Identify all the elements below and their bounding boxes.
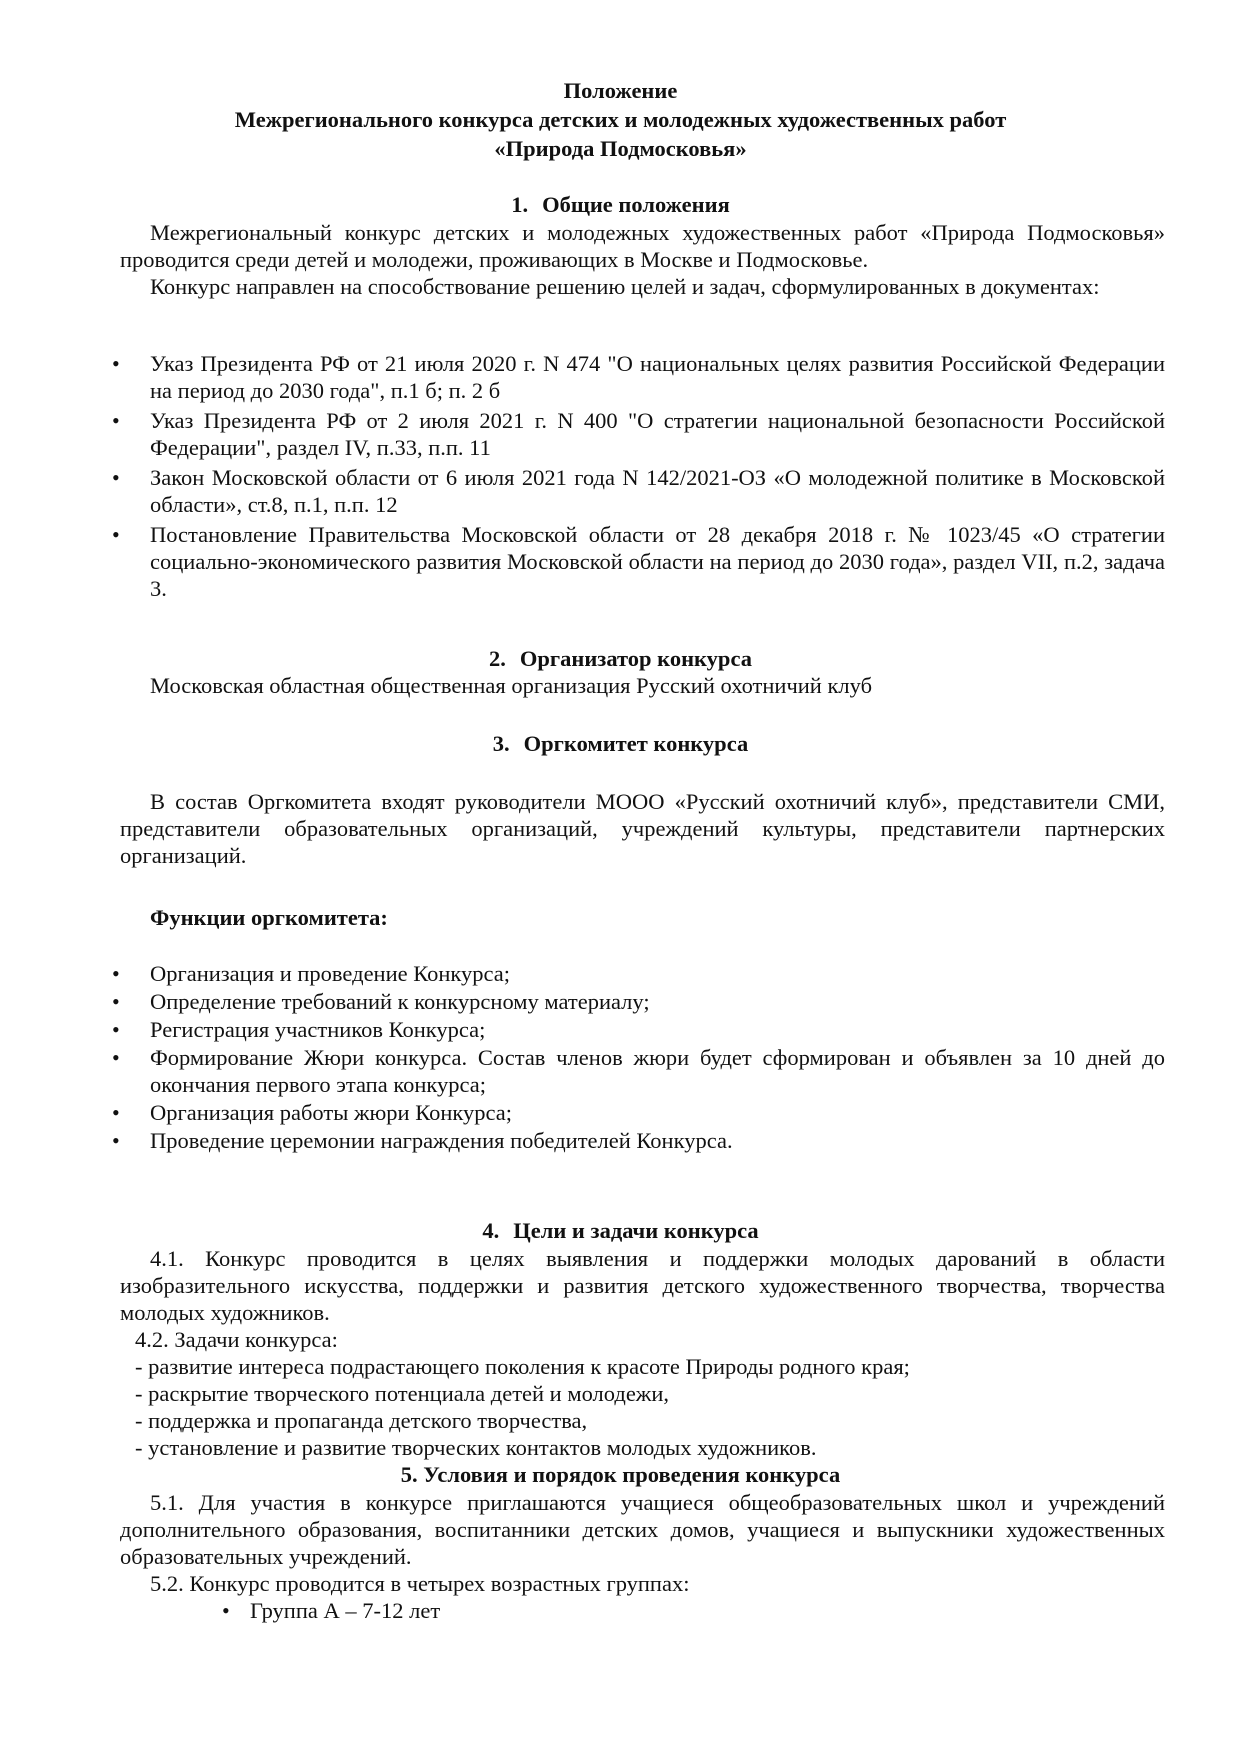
bullet-icon: • [112,1017,120,1042]
age-groups-list [222,1597,1122,1624]
section-4-heading: 4. Цели и задачи конкурса [482,1218,759,1243]
document-title [0,76,1241,163]
list-item: • Постановление Правительства Московской области от 28 декабря 2018 г. № 1023/45 «О стратегии социально-экономического развития Московской области на период до 2030 года», раздел VII, п.2, задача 3. [112,522,1165,601]
section-5-paragraph-1: 5.1. Для участия в конкурсе приглашаются учащиеся общеобразовательных школ и учреждений дополнительного образования, воспитанники детских домов, учащиеся и выпускники художественных образовательных учреждений. [120,1490,1165,1569]
title-line-3: «Природа Подмосковья» [494,136,747,161]
bullet-icon: • [112,408,120,433]
task-item: - поддержка и пропаганда детского творчества, [135,1408,588,1433]
section-2-text: Московская областная общественная организация Русский охотничий клуб [150,673,873,698]
bullet-icon: • [112,522,120,547]
list-item: • Формирование Жюри конкурса. Состав членов жюри будет сформирован и объявлен за 10 дней до окончания первого этапа конкурса; [112,1045,1165,1097]
section-5-heading: 5. Условия и порядок проведения конкурса [400,1462,841,1487]
bullet-icon: • [112,989,120,1014]
list-item: • Определение требований к конкурсному материалу; [112,989,650,1014]
section-3-heading: 3. Оргкомитет конкурса [492,731,749,756]
bullet-icon: • [222,1598,230,1623]
list-item: • Организация работы жюри Конкурса; [112,1100,512,1125]
title-line-1: Положение [563,78,678,103]
task-item: - раскрытие творческого потенциала детей и молодежи, [135,1381,670,1406]
section-1-paragraph-2: Конкурс направлен на способствование решению целей и задач, сформулированных в документах: [150,274,1100,299]
section-1-heading: 1. Общие положения [511,192,730,217]
section-4-paragraph-2: 4.2. Задачи конкурса: [135,1327,338,1352]
list-item: • Указ Президента РФ от 2 июля 2021 г. N 400 "О стратегии национальной безопасности Российской Федерации", раздел IV, п.33, п.п. 11 [112,408,1165,460]
bullet-icon: • [112,1045,120,1070]
bullet-icon: • [112,351,120,376]
list-item: • Указ Президента РФ от 21 июля 2020 г. N 474 "О национальных целях развития Российской Федерации на период до 2030 года", п.1 б; п. 2 б [112,351,1165,403]
bullet-icon: • [112,1128,120,1153]
bullet-icon: • [112,1100,120,1125]
section-5-paragraph-2: 5.2. Конкурс проводится в четырех возрастных группах: [150,1571,690,1596]
task-item: - развитие интереса подрастающего поколения к красоте Природы родного края; [135,1354,910,1379]
list-item: • Закон Московской области от 6 июля 2021 года N 142/2021-ОЗ «О молодежной политике в Московской области», ст.8, п.1, п.п. 12 [112,465,1165,517]
section-2-heading: 2. Организатор конкурса [489,646,752,671]
section-4-paragraph-1: 4.1. Конкурс проводится в целях выявления и поддержки молодых дарований в области изобразительного искусства, поддержки и развития детского художественного творчества, творчества молодых художников. [120,1246,1165,1325]
list-item: • Организация и проведение Конкурса; [112,961,511,986]
functions-subheading: Функции оргкомитета: [150,905,388,930]
section-1-paragraph-1: Межрегиональный конкурс детских и молодежных художественных работ «Природа Подмосковья» проводится среди детей и молодежи, проживающих в Москве и Подмосковье. [120,220,1165,272]
bullet-icon: • [112,961,120,986]
title-line-2: Межрегионального конкурса детских и молодежных художественных работ [234,107,1007,132]
section-3-paragraph: В состав Оргкомитета входят руководители МООО «Русский охотничий клуб», представители СМИ, представители образовательных организаций, учреждений культуры, представители партнерских организаций. [120,789,1165,868]
task-item: - установление и развитие творческих контактов молодых художников. [135,1435,817,1460]
documents-list [112,350,1165,605]
functions-list [112,960,1165,1155]
list-item: • Группа А – 7-12 лет [222,1598,441,1623]
bullet-icon: • [112,465,120,490]
list-item: • Проведение церемонии награждения победителей Конкурса. [112,1128,733,1153]
list-item: • Регистрация участников Конкурса; [112,1017,486,1042]
